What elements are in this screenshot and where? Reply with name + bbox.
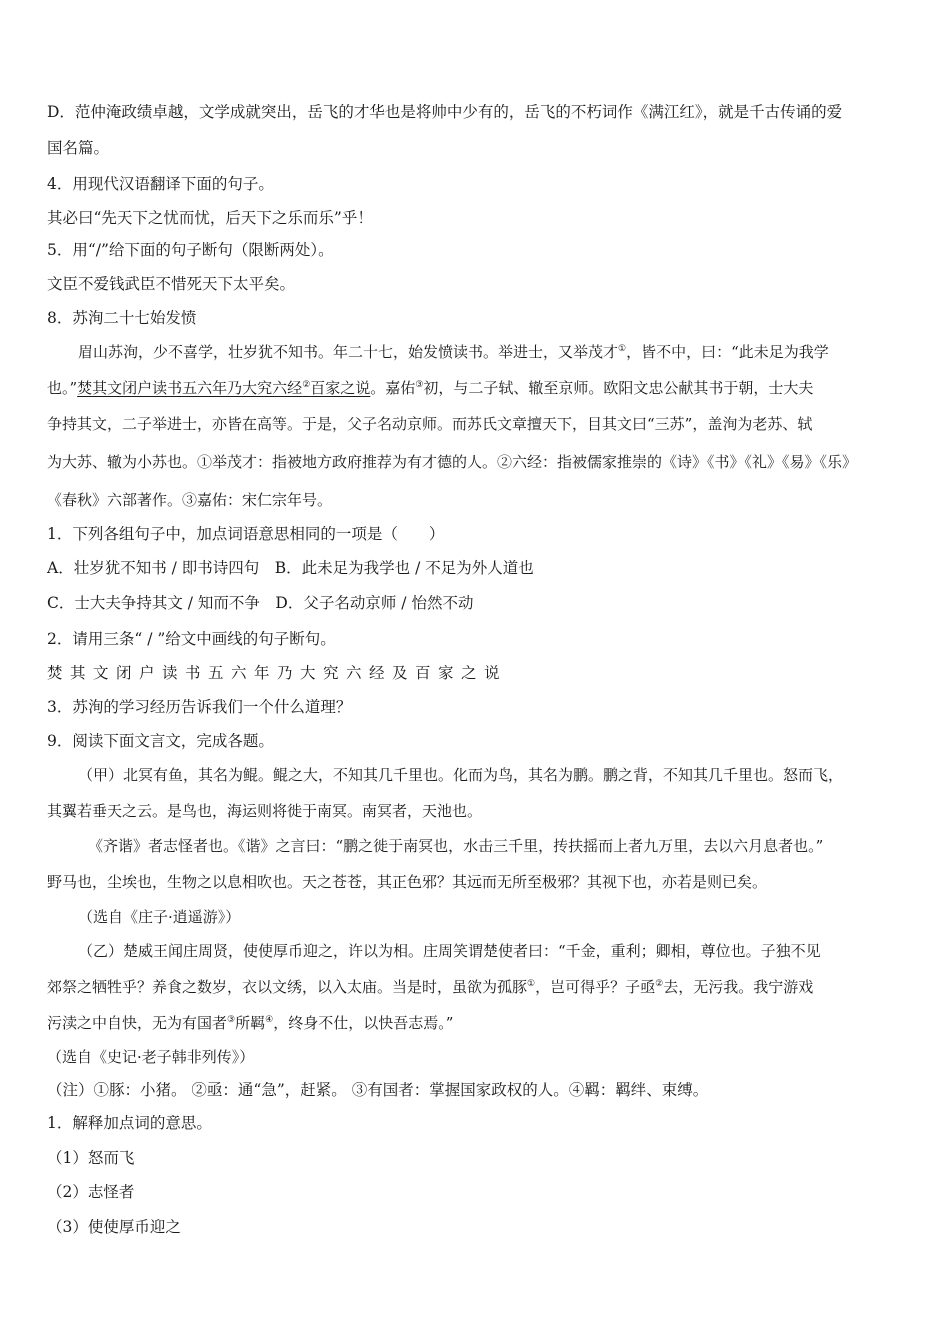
section-8-title: 8．苏洵二十七始发愤 [47,309,197,327]
passage-yi-line-2: 郊祭之牺牲乎？养食之数岁，衣以文绣，以入太庙。当是时，虽欲为孤豚①，岂可得乎？子亟②去，无污我。我宁游戏 [47,978,814,996]
option-d-line-2: 国名篇。 [47,139,110,157]
underlined-sentence: 焚其文闭户读书五六年乃大究六经②百家之说 [77,379,371,397]
passage-8-line-1: 眉山苏洵，少不喜学，壮岁犹不知书。年二十七，始发愤读书。举进士，又举茂才①，皆不中，曰：“此未足为我学 [78,343,829,361]
passage-8-line-5: 《春秋》六部著作。③嘉佑：宋仁宗年号。 [47,491,333,509]
q9-1-item-2: （2）志怪者 [47,1183,135,1201]
passage-jia-line-1: （甲）北冥有鱼，其名为鲲。鲲之大，不知其几千里也。化而为鸟，其名为鹏。鹏之背，不知其几千里也。怒而飞， [78,766,844,784]
q9-1-item-1: （1）怒而飞 [47,1149,135,1167]
source-shiji: （选自《史记·老子韩非列传》） [47,1048,255,1066]
q8-2-sentence: 焚其文闭户读书五六年乃大究六经及百家之说 [47,664,508,682]
passage-jia-line-4: 野马也，尘埃也，生物之以息相吹也。天之苍苍，其正色邪？其远而无所至极邪？其视下也，亦若是则已矣。 [47,873,768,891]
question-4: 4．用现代汉语翻译下面的句子。 [47,175,274,193]
passage-8-line-4: 为大苏、辙为小苏也。①举茂才：指被地方政府推荐为有才德的人。②六经：指被儒家推崇的《诗》《书》《礼》《易》《乐》 [47,453,858,471]
q8-1-options-ab: A．壮岁犹不知书 / 即书诗四句 B．此未足为我学也 / 不足为外人道也 [47,559,534,577]
passage-jia-line-2: 其翼若垂天之云。是鸟也，海运则将徙于南冥。南冥者，天池也。 [47,802,483,820]
passage-jia-line-3: 《齐谐》者志怪者也。《谐》之言曰：“鹏之徙于南冥也，水击三千里，抟扶摇而上者九万里，去以六月息者也。” [88,837,824,855]
q8-2: 2．请用三条“ / ”给文中画线的句子断句。 [47,630,336,648]
question-5: 5．用“/”给下面的句子断句（限断两处）。 [47,241,334,259]
passage-8-line-3: 争持其文，二子举进士，亦皆在高等。于是，父子名动京师。而苏氏文章擅天下，目其文曰“三苏”，盖洵为老苏、轼 [47,415,813,433]
section-9-title: 9．阅读下面文言文，完成各题。 [47,732,274,750]
option-d-line-1: D．范仲淹政绩卓越，文学成就突出，岳飞的才华也是将帅中少有的，岳飞的不朽词作《满江红》，就是千古传诵的爱 [47,103,843,121]
passage-yi-line-1: （乙）楚威王闻庄周贤，使使厚币迎之，许以为相。庄周笑谓楚使者曰：“千金，重利；卿相，尊位也。子独不见 [78,942,821,960]
q8-1-options-cd: C．士大夫争持其文 / 知而不争 D．父子名动京师 / 怡然不动 [47,594,474,612]
q9-1: 1．解释加点词的意思。 [47,1114,212,1132]
passage-8-line-2: 也。”焚其文闭户读书五六年乃大究六经②百家之说。嘉佑③初，与二子轼、辙至京师。欧阳文忠公献其书于朝，士大夫 [47,379,814,397]
q9-1-item-3: （3）使使厚币迎之 [47,1218,181,1236]
source-zhuangzi: （选自《庄子·逍遥游》） [78,908,241,926]
q8-3: 3．苏洵的学习经历告诉我们一个什么道理？ [47,698,352,716]
question-5-sentence: 文臣不爱钱武臣不惜死天下太平矣。 [47,275,296,293]
passage-yi-line-3: 污渎之中自快，无为有国者③所羁④，终身不仕，以快吾志焉。” [47,1014,454,1032]
question-4-sentence: 其必曰“先天下之忧而忧，后天下之乐而乐”乎！ [47,209,373,227]
q8-1: 1．下列各组句子中，加点词语意思相同的一项是（ ） [47,525,445,543]
notes: （注）①豚：小猪。 ②亟：通“急”，赶紧。 ③有国者：掌握国家政权的人。④羁：羁绊、束缚。 [47,1081,709,1099]
